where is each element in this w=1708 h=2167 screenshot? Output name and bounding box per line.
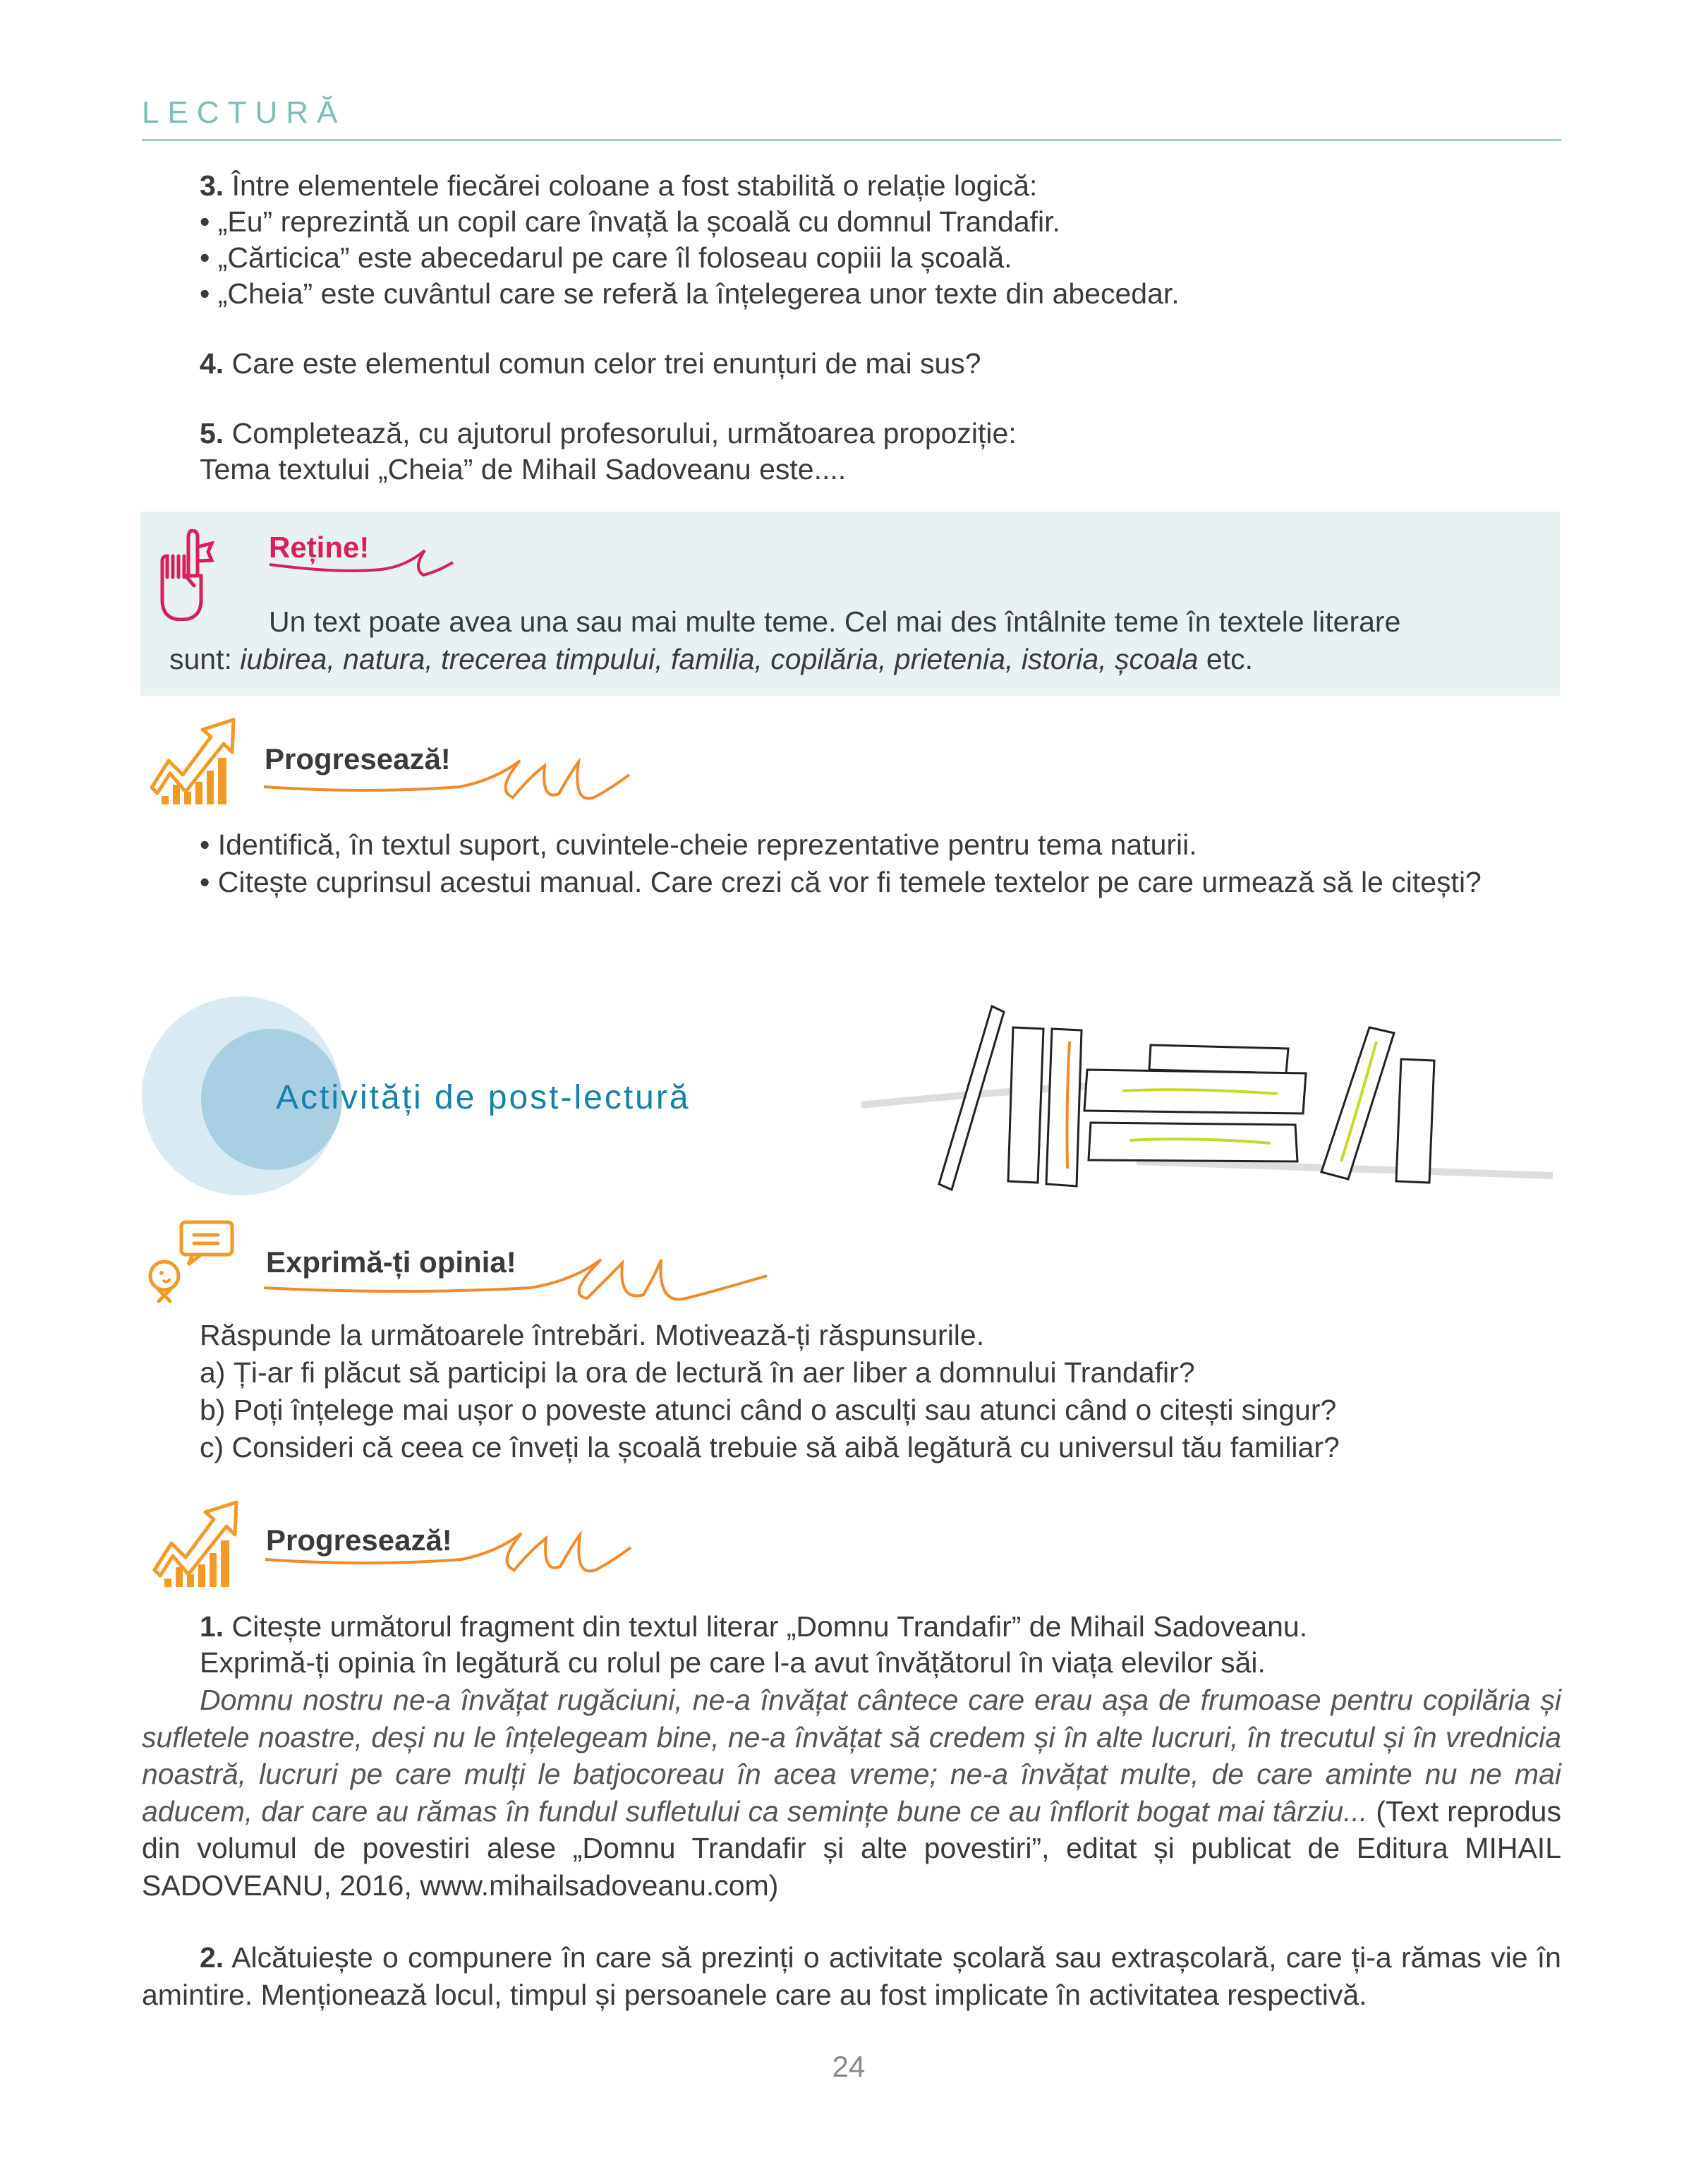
exprima-title: Exprimă-ți opinia! <box>266 1245 516 1279</box>
text: sunt: <box>169 643 241 675</box>
retine-squiggle <box>268 547 480 582</box>
bullet: • „Cheia” este cuvântul care se referă la înțelegerea unor texte din abecedar. <box>200 277 1180 310</box>
section-header: LECTURĂ <box>142 95 346 130</box>
quote-source: (Text reprodus din volumul de povestiri alese „Domnu Trandafir și alte povestiri”, editat și publicat de Editura MIHAIL SADOVEANU, 2016, www.mihailsadoveanu.com) <box>142 1794 1561 1902</box>
header-divider <box>142 139 1561 141</box>
bullet: • Identifică, în textul suport, cuvintele-cheie reprezentative pentru tema naturii. <box>200 828 1197 861</box>
exprima-intro: Răspunde la următoarele întrebări. Motivează-ți răspunsurile. <box>200 1319 985 1351</box>
task-number: 2. <box>200 1941 224 1974</box>
books-illustration <box>854 999 1557 1200</box>
question-a: a) Ți-ar fi plăcut să participi la ora de lectură în aer liber a domnului Trandafir? <box>200 1356 1195 1389</box>
q-text: Între elementele fiecărei coloane a fost stabilită o relație logică: <box>224 169 1038 202</box>
progress-chart-icon <box>152 1499 245 1587</box>
question-c: c) Consideri că ceea ce înveți la școală trebuie să aibă legătură cu universul tău familiar? <box>200 1431 1340 1463</box>
quote-paragraph <box>142 1682 1561 1904</box>
q-text: Care este elementul comun celor trei enunțuri de mai sus? <box>224 347 981 380</box>
themes-list: iubirea, natura, trecerea timpului, familia, copilăria, prietenia, istoria, școala <box>240 643 1199 675</box>
task-number: 1. <box>200 1610 224 1643</box>
progreseaza-squiggle <box>262 755 643 808</box>
task-1 <box>200 1609 1307 1645</box>
task-1-line2: Exprimă-ți opinia în legătură cu rolul pe care l-a avut învățătorul în viața elevilor săi. <box>200 1646 1266 1679</box>
bullet: • „Cărticica” este abecedarul pe care îl foloseau copiii la școală. <box>200 241 1012 274</box>
exprima-squiggle <box>262 1249 770 1305</box>
q-number: 5. <box>200 417 224 449</box>
bullet: • „Eu” reprezintă un copil care învață la școală cu domnul Trandafir. <box>200 205 1060 238</box>
finger-ribbon-icon <box>159 529 215 621</box>
q-text: Completează, cu ajutorul profesorului, următoarea propoziție: <box>224 417 1017 449</box>
post-reading-title: Activități de post-lectură <box>276 1079 691 1116</box>
question-4 <box>200 346 981 382</box>
question-5-line2: Tema textului „Cheia” de Mihail Sadoveanu este.... <box>200 453 847 485</box>
text: etc. <box>1198 643 1253 675</box>
task-text: Alcătuiește o compunere în care să prezinți o activitate școlară sau extrașcolară, care ți-a rămas vie în amintire. Menționează locul, timpul și persoanele care au fost implicate în activitatea respectivă. <box>142 1941 1561 2011</box>
question-3 <box>200 168 1037 204</box>
progress-chart-icon <box>149 717 242 804</box>
page-number: 24 <box>832 2050 866 2083</box>
q-number: 3. <box>200 169 224 202</box>
bullet: • Citește cuprinsul acestui manual. Care crezi că vor fi temele textelor pe care urmează să le citești? <box>200 866 1482 898</box>
speech-person-icon <box>145 1219 236 1304</box>
quote-text: Domnu nostru ne-a învățat rugăciuni, ne-a învățat cântece care erau așa de frumoase pentru copilăria și sufletele noastre, deși nu le înțelegeam bine, ne-a învățat să credem și în alte lucruri, în trecutul și în vrednicia noastră, lucruri pe care mulți le batjocoreau în acea vreme; ne-a învățat multe, de care aminte nu ne mai aducem, dar care au rămas în fundul sufletului ca semințe bune ce au înflorit bogat mai târziu... <box>142 1684 1561 1828</box>
question-b: b) Poți înțelege mai ușor o poveste atunci când o asculți sau atunci când o citești singur? <box>200 1394 1337 1426</box>
task-text: Citește următorul fragment din textul literar „Domnu Trandafir” de Mihail Sadoveanu. <box>224 1610 1308 1643</box>
q-number: 4. <box>200 347 224 380</box>
retine-line2 <box>169 641 1253 677</box>
progreseaza-squiggle <box>264 1528 645 1581</box>
progreseaza-title: Progresează! <box>266 1523 452 1557</box>
progreseaza-title: Progresează! <box>265 742 451 775</box>
retine-title: Reține! <box>269 531 370 564</box>
task-2 <box>142 1939 1561 2013</box>
retine-line1: Un text poate avea una sau mai multe teme. Cel mai des întâlnite teme în textele literare <box>269 605 1401 638</box>
question-5 <box>200 416 1017 452</box>
